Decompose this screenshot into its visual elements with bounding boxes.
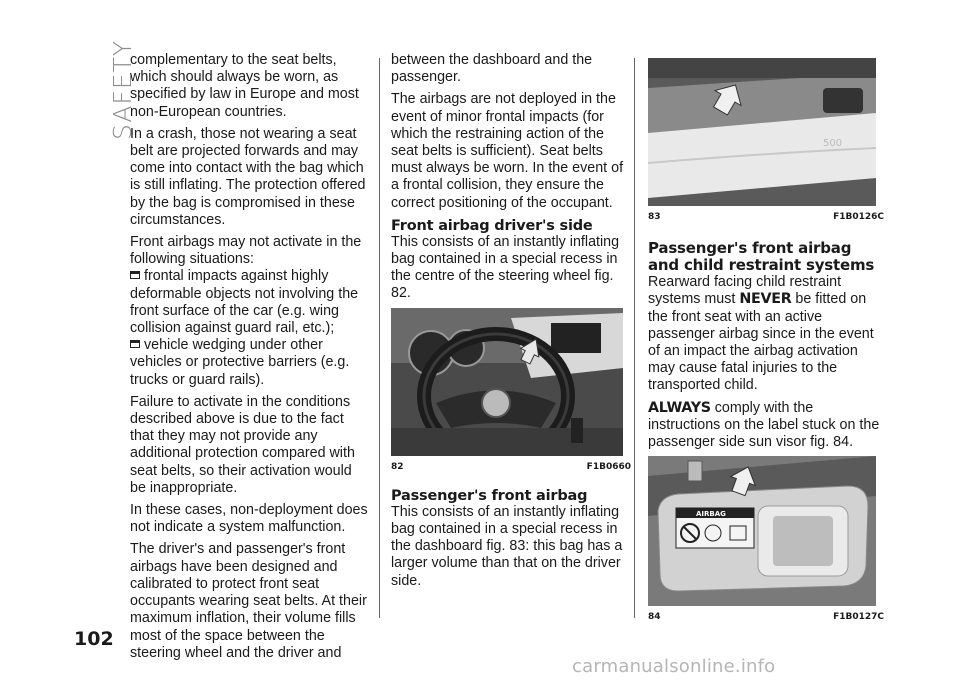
heading-child-restraint: Passenger's front airbag and child restraint systems [648,239,875,275]
section-tab [78,39,137,150]
figure-84 [648,456,884,626]
paragraph: ALWAYS comply with the instructions on the label stuck on the passenger side sun visor fig. 84. [648,399,880,451]
figure-caption: 82 F1B0660 [391,461,631,472]
svg-text:500: 500 [823,138,843,149]
list-item: frontal impacts against highly deformable objects not involving the front surface of the car (e.g. wing collision against guard rail, etc.); [130,268,359,337]
paragraph: Rearward facing child restraint systems must NEVER be fitted on the front seat with an active passenger airbag since in the event of an impact the airbag activation may cause fatal injuries to the transported child. [648,274,874,394]
figure-caption: 83 F1B0126C [648,212,884,222]
figure-caption: 84 F1B0127C [648,612,884,623]
paragraph: The driver's and passenger's front airbags have been designed and calibrated to protect front seat occupants wearing seat belts. At their maximum inflation, their volume fills most of the space between the steering wheel and the driver and [130,541,367,661]
figure-83 [648,58,884,226]
passenger-dashboard-image [648,58,876,206]
watermark: carmanualsonline.info [572,656,776,677]
list-item: vehicle wedging under other vehicles or protective barriers (e.g. trucks or guard rails). [130,337,350,388]
paragraph: In a crash, those not wearing a seat belt are projected forwards and may come into contact with the bag which is still inflating. The protection offered by the bag is compromised in these circumstances. [130,125,366,228]
paragraph: Failure to activate in the conditions described above is due to the fact that they may not provide any additional protection compared with seat belts, so their activation would be inappropriate. [130,393,355,496]
column-1 [130,52,370,667]
column-2 [391,52,631,595]
paragraph: Front airbags may not activate in the following situations: [130,234,362,268]
heading-passenger-airbag: Passenger's front airbag [391,487,588,504]
bullet-icon [130,340,140,348]
section-title: SAFETY [108,39,137,140]
column-divider [379,58,380,618]
paragraph: between the dashboard and the passenger. [391,52,593,86]
column-divider [634,58,635,618]
paragraph: In these cases, non-deployment does not indicate a system malfunction. [130,502,368,536]
airbag-label-text: AIRBAG [696,510,726,519]
heading-driver-airbag: Front airbag driver's side [391,217,593,234]
paragraph: complementary to the seat belts, which should always be worn, as specified by law in Europe and most non-European countries. [130,52,359,120]
bullet-icon [130,271,140,279]
paragraph: This consists of an instantly inflating bag contained in a special recess in the centre of the steering wheel fig. 82. [391,233,620,302]
figure-82 [391,308,631,476]
paragraph: The airbags are not deployed in the event of minor frontal impacts (for which the restraining action of the seat belts is sufficient). Seat belts must always be worn. In the event of a frontal collision, they ensure the correct positioning of the occupant. [391,91,624,211]
sun-visor-image [648,456,876,606]
paragraph: This consists of an instantly inflating bag contained in a special recess in the dashboard fig. 83: this bag has a larger volume than that on the driver side. [391,503,623,589]
column-3 [648,58,884,626]
page-number: 102 [74,628,114,650]
steering-wheel-image [391,308,623,456]
